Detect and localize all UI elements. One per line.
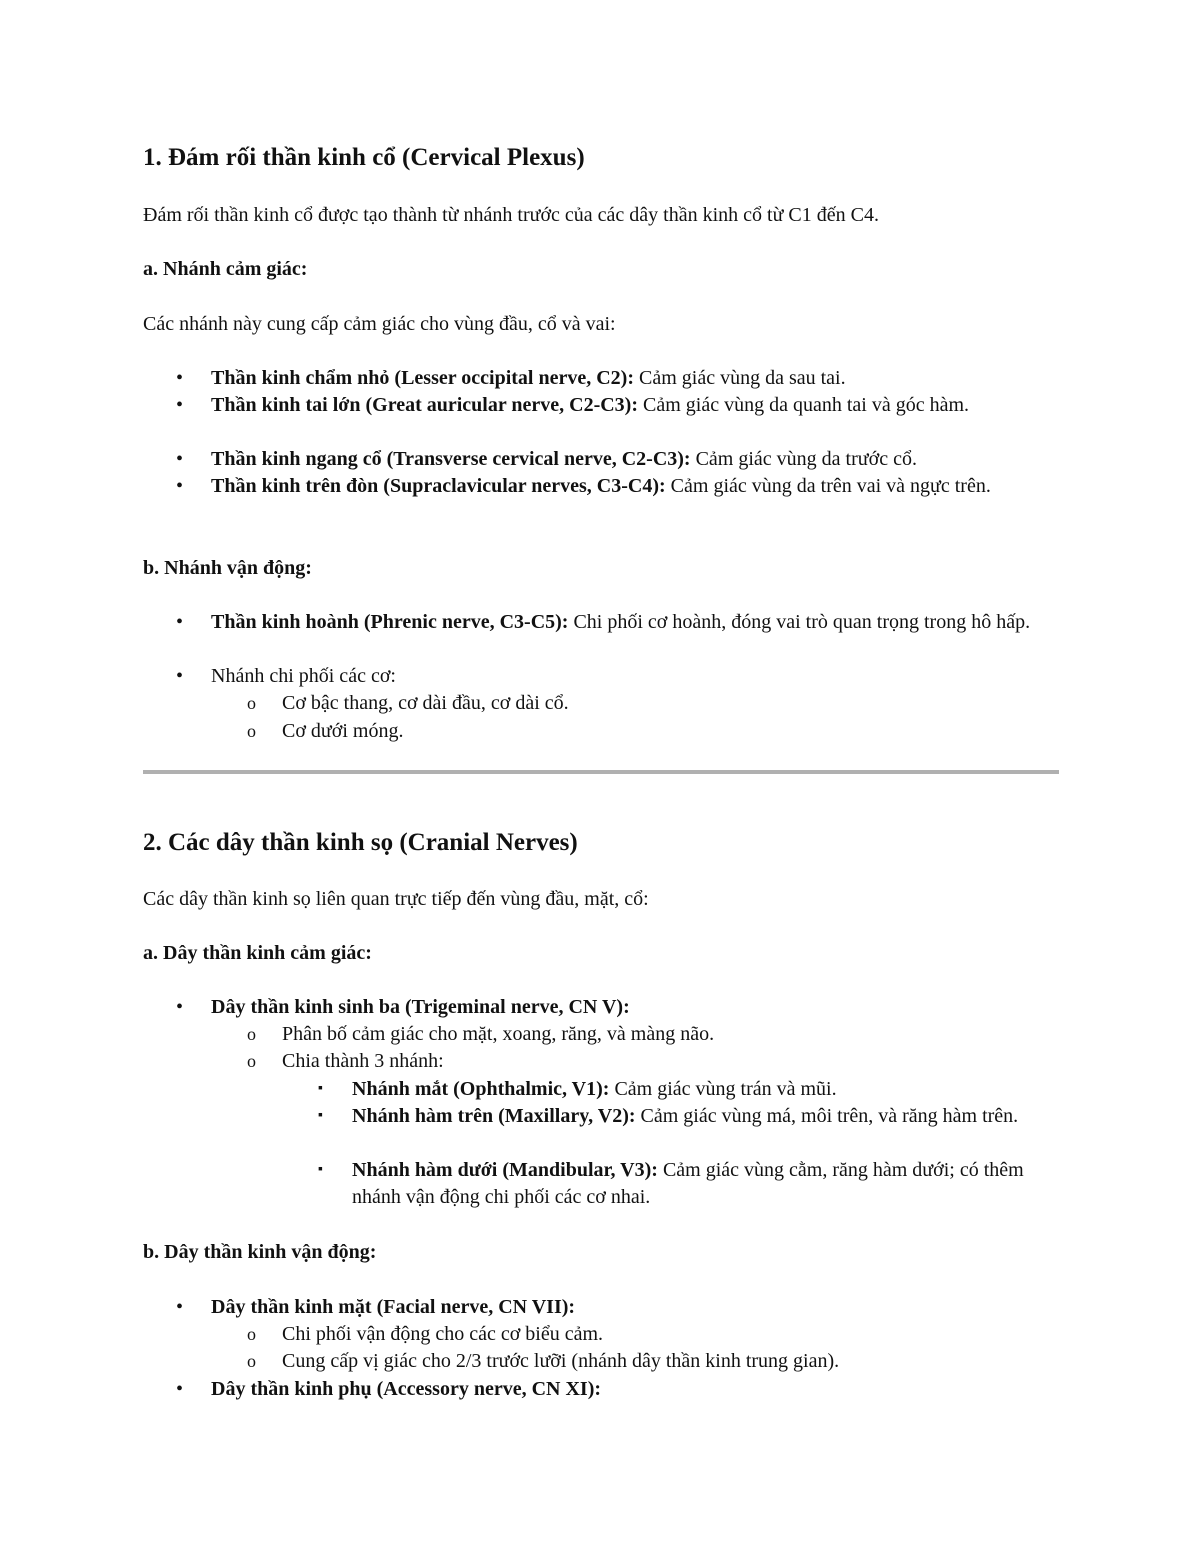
bullet-icon: • — [176, 1296, 184, 1318]
section-2-intro: Các dây thần kinh sọ liên quan trực tiếp đến vùng đầu, mặt, cổ: — [143, 888, 649, 910]
section-1-intro: Đám rối thần kinh cổ được tạo thành từ nhánh trước của các dây thần kinh cổ từ C1 đến C4. — [143, 204, 879, 226]
circle-bullet-icon: o — [247, 693, 256, 713]
section-2a-heading: a. Dây thần kinh cảm giác: — [143, 942, 372, 964]
circle-bullet-icon: o — [247, 1051, 256, 1071]
section-2-heading: 2. Các dây thần kinh sọ (Cranial Nerves) — [143, 829, 578, 856]
list-item: Dây thần kinh sinh ba (Trigeminal nerve, CN V): — [211, 996, 630, 1018]
circle-bullet-icon: o — [247, 1324, 256, 1344]
list-item: Thần kinh tai lớn (Great auricular nerve, C2-C3): Cảm giác vùng da quanh tai và góc hàm. — [211, 394, 970, 416]
square-bullet-icon: ▪ — [318, 1108, 323, 1123]
circle-bullet-icon: o — [247, 1024, 256, 1044]
list-item: Thần kinh trên đòn (Supraclavicular nerves, C3-C4): Cảm giác vùng da trên vai và ngực trên. — [211, 475, 991, 497]
bullet-icon: • — [176, 475, 184, 497]
bullet-icon: • — [176, 665, 184, 687]
circle-bullet-icon: o — [247, 721, 256, 741]
sub-list-item: Cung cấp vị giác cho 2/3 trước lưỡi (nhánh dây thần kinh trung gian). — [282, 1350, 840, 1372]
bullet-icon: • — [176, 367, 184, 389]
sub-list-item: Chi phối vận động cho các cơ biểu cảm. — [282, 1323, 604, 1345]
section-1a-heading: a. Nhánh cảm giác: — [143, 258, 308, 280]
bullet-icon: • — [176, 611, 184, 633]
sub-list-item: Cơ dưới móng. — [282, 720, 404, 742]
section-1-heading: 1. Đám rối thần kinh cổ (Cervical Plexus) — [143, 144, 585, 171]
section-1a-intro: Các nhánh này cung cấp cảm giác cho vùng đầu, cổ và vai: — [143, 313, 616, 335]
sub-list-item: Cơ bậc thang, cơ dài đầu, cơ dài cổ. — [282, 692, 569, 714]
list-item: Thần kinh hoành (Phrenic nerve, C3-C5): Chi phối cơ hoành, đóng vai trò quan trọng trong hô hấp. — [211, 611, 1031, 633]
circle-bullet-icon: o — [247, 1351, 256, 1371]
horizontal-rule — [143, 770, 1059, 774]
bullet-icon: • — [176, 448, 184, 470]
sub-list-item: Chia thành 3 nhánh: — [282, 1050, 444, 1072]
square-bullet-icon: ▪ — [318, 1081, 323, 1096]
section-2b-heading: b. Dây thần kinh vận động: — [143, 1241, 377, 1263]
sub-sub-list-item: Nhánh mắt (Ophthalmic, V1): Cảm giác vùng trán và mũi. — [352, 1078, 837, 1100]
sub-sub-list-item: Nhánh hàm trên (Maxillary, V2): Cảm giác vùng má, môi trên, và răng hàm trên. — [352, 1105, 1019, 1127]
sub-list-item: Phân bố cảm giác cho mặt, xoang, răng, và màng não. — [282, 1023, 715, 1045]
list-item: Dây thần kinh phụ (Accessory nerve, CN XI): — [211, 1378, 602, 1400]
list-item: Thần kinh ngang cổ (Transverse cervical nerve, C2-C3): Cảm giác vùng da trước cổ. — [211, 448, 917, 470]
bullet-icon: • — [176, 394, 184, 416]
sub-sub-list-item: Nhánh hàm dưới (Mandibular, V3): Cảm giác vùng cằm, răng hàm dưới; có thêm nhánh vận động chi phối các cơ nhai. — [352, 1159, 1024, 1208]
bullet-icon: • — [176, 1378, 184, 1400]
section-1b-heading: b. Nhánh vận động: — [143, 557, 312, 579]
square-bullet-icon: ▪ — [318, 1162, 323, 1177]
list-item: Nhánh chi phối các cơ: — [211, 665, 396, 687]
list-item: Thần kinh chẩm nhỏ (Lesser occipital nerve, C2): Cảm giác vùng da sau tai. — [211, 367, 846, 389]
list-item: Dây thần kinh mặt (Facial nerve, CN VII): — [211, 1296, 576, 1318]
bullet-icon: • — [176, 996, 184, 1018]
